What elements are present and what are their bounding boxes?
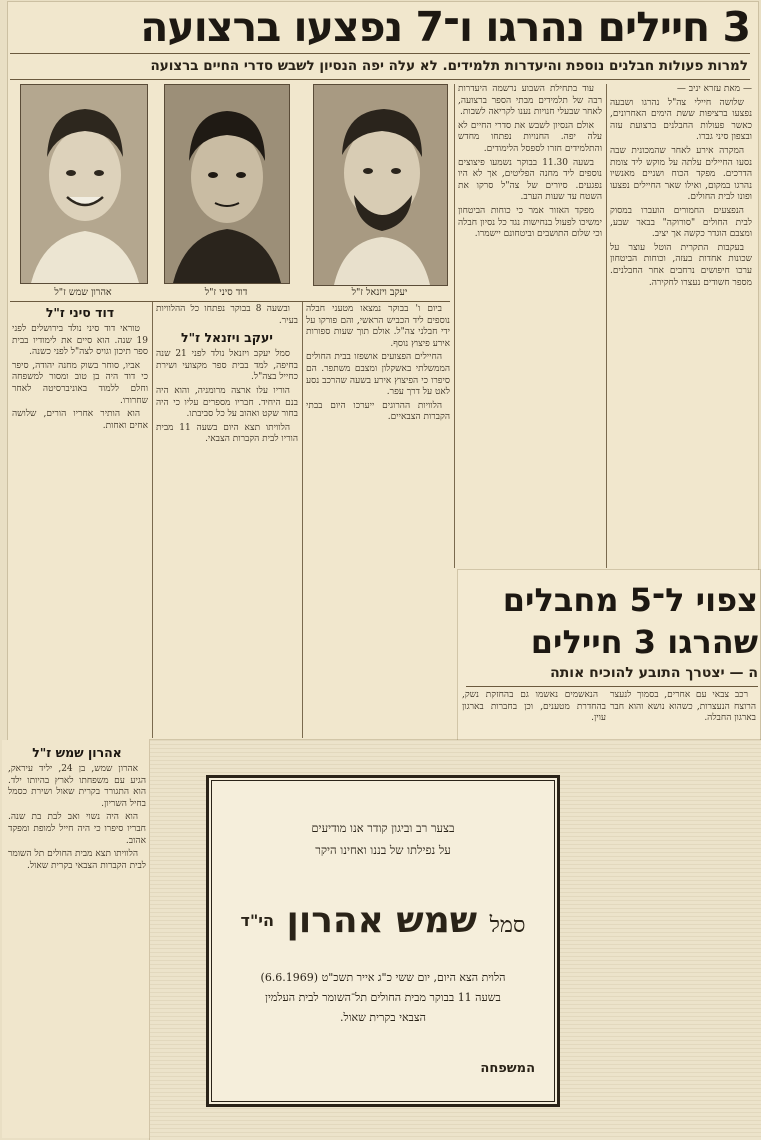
article-paragraph: עוד בתחילת השבוע נרשמה היעדרות רבה של תלמידים מבתי הספר ברצועה, לאחר שבעלי חנויות נענו לקריאה לשבות. — [458, 84, 602, 118]
subhead-rule — [10, 79, 750, 80]
article-paragraph: החיילים הפצועים אושפזו בבית החולים הממשלתי באשקלון ומצבם משתפר. הם סיפרו כי הפיצוץ אירע בשעה שהרכב נסע לאט על דרך עפר. — [306, 352, 450, 398]
portrait-photo — [313, 84, 448, 286]
portrait-photo — [164, 84, 290, 284]
article-paragraph: הוא הותיר אחריו הורים, שלושה אחים ואחות. — [12, 409, 148, 431]
notice-signature: המשפחה — [480, 1061, 535, 1076]
column-divider — [454, 84, 455, 568]
article-paragraph: המקרה אירע לאחר שהמכונית שבה נסעו החיילים עלתה על מוקש ליד צומת הדרכים. מפקד הכוח ושניים מאנשיו נהרגו במקום, ואילו שאר החיילים נפצעו ופונו לבית החולים. — [610, 145, 752, 203]
article-column — [12, 304, 148, 734]
article-column — [306, 304, 450, 736]
article-paragraph: אהרון שמש, בן 24, יליד עיראק, הגיע עם משפחתו לארץ בהיותו ילד. הוא התגורר בקרית שאול ושירת כסמל בחיל השריון. — [8, 764, 146, 809]
photo-caption: יעקב ויזנאל ז"ל — [351, 287, 408, 298]
article-paragraph: רכב צבאי עם אחרים, בסמוך לנעצר הרוצח הנעצרות, כשהוא נושא והוא חבר בארגון החבלה. — [610, 690, 756, 724]
obituary-heading: אהרון שמש ז"ל — [32, 745, 122, 760]
article-paragraph: ביום ו' בבוקר נמצאו מטעני חבלה נוספים ליד הכביש הראשי, והם פורקו על ידי חבלני צה"ל. אולם תוך שעות ספורות אירע פיצוץ נוסף. — [306, 304, 450, 349]
article-paragraph: הלוויתו תצא מבית החולים תל השומר לבית הקברות הצבאי בקרית שאול. — [8, 849, 146, 871]
article-column — [458, 84, 602, 568]
notice-line: על נפילתו של בננו ואחינו היקר — [315, 843, 451, 857]
article-paragraph: אולם הנסיון לשבש את סדרי החיים לא עלה יפה. החנויות נפתחו מחדש והתלמידים חזרו לספסל הלימודים. — [458, 120, 602, 154]
article-paragraph: בעקבות התקרית הוטל עוצר על שכונות אחדות בעזה, וכוחות הביטחון ערכו חיפושים נרחבים אחר החבלנים. מספר חשודים נעצרו לחקירה. — [610, 242, 752, 288]
column-divider — [302, 302, 303, 738]
notice-line: בצער רב וביגון קודר אנו מודיעים — [311, 821, 455, 835]
headline: 3 חיילים נהרגו ו־7 נפצעו ברצועה — [140, 3, 750, 51]
death-notice — [206, 775, 560, 1107]
article-paragraph: הלוויתו תצא היום בשעה 11 מבית הוריו לבית הקברות הצבאי. — [156, 422, 298, 445]
headline-rule — [10, 53, 750, 54]
notice-line: הלוית הצא היום, יום ששי כ"ג אייר תשכ"ט (6.6.1969) — [260, 971, 506, 984]
notice-rank: סמל — [489, 913, 526, 938]
clipping-title: שהרגו 3 חיילים — [530, 623, 758, 661]
notice-fullname: שמש אהרון — [286, 900, 478, 941]
article-paragraph: אביו, סוחר בשוק מחנה יהודה, סיפר כי דוד היה בן טוב ומסור למשפחה וחלם ללמוד באוניברסיטה לאחר שחרורו. — [12, 360, 148, 406]
portrait-photo — [20, 84, 148, 284]
article-column — [156, 304, 298, 736]
article-paragraph: הנאשמים נאשמו גם בהחזקת נשק, בהחדרת מטענים, וכן בחברות בארגון עוין. — [462, 690, 606, 724]
article-paragraph: הוא היה נשוי ואב לבת בת שנה. חבריו סיפרו כי היה חייל למופת ומפקד אהוב. — [8, 812, 146, 846]
notice-suffix: הי"ד — [240, 911, 274, 930]
article-paragraph: ובשעה 8 בבוקר נפתחו כל ההלוויות בעיר. — [156, 304, 298, 326]
byline: — מאת עזרא יניב — — [676, 84, 752, 94]
clipping-subtitle: ה — יצטרך התובע להוכיח אותה — [550, 665, 758, 681]
article-paragraph: מפקד האזור אמר כי כוחות הביטחון ימשיכו לפעול בנחישות נגד כל נסיון חבלה וכי שלום התושבים וביטחונם יישמרו. — [458, 205, 602, 240]
article-paragraph: הנפצעים החמורים הועברו במסוק לבית החולים "סורוקה" בבאר שבע, ומצבם הוגדר כקשה אך יציב. — [610, 205, 752, 240]
photo-caption: דוד סיני ז"ל — [204, 287, 248, 298]
subheadline: למרות פעולות חבלנים נוספת והיעדרות תלמידים. לא עלה יפה הנסיון לשבש סדרי החיים ברצועה — [150, 58, 748, 74]
clipping-title: צפוי ל־5 מחבלים — [502, 581, 758, 619]
article-paragraph: בשעה 11.30 בבוקר נשמעו פיצוצים נוספים ליד מחנה הפליטים, אך לא היו נפגעים. סיורים של צה"ל סרקו את השטח עד שעות הערב. — [458, 157, 602, 203]
article-paragraph: הוריו עלו ארצה מרומניה, והוא היה בנם היחיד. חבריו מספרים עליו כי היה בחור שקט ואהוב על כל סביבתו. — [156, 385, 298, 420]
obituary-heading: דוד סיני ז"ל — [45, 305, 115, 320]
article-paragraph: שלושה חיילי צה"ל נהרגו ושבעה נפצעו ברציפות ששת הימים האחרונים, כאשר פעולות החבלנים ברצועת עזה ובצפון סיני גברו. — [610, 97, 752, 143]
notice-line: הצבאי בקרית שאול. — [340, 1011, 426, 1024]
clipping-rule — [466, 686, 758, 687]
obituary-heading: יעקב ויזנאל ז"ל — [181, 330, 273, 346]
article-paragraph: סמל יעקב ויזנאל נולד לפני 21 שנה בחיפה, למד בבית ספר מקצועי ושירת כחייל בצה"ל. — [156, 349, 298, 383]
notice-line: בשעה 11 בבוקר מבית החולים תל־השומר לבית העלמין — [265, 991, 501, 1004]
portrait-photo-icon — [314, 85, 447, 285]
article-paragraph: הלוויות ההרוגים ייערכו היום בבתי הקברות הצבאיים. — [306, 400, 450, 423]
article-column — [8, 744, 146, 1134]
column-divider — [152, 302, 153, 738]
photo-caption: אהרון שמש ז"ל — [54, 287, 112, 298]
caption-rule — [10, 301, 450, 302]
article-paragraph: טוראי דוד סיני נולד בירושלים לפני 19 שנה. הוא סיים את לימודיו בבית ספר תיכון וגויס לצה"ל לפני כשנה. — [12, 324, 148, 358]
portrait-photo-icon — [165, 85, 289, 283]
column-divider — [606, 84, 607, 568]
article-column — [610, 84, 752, 568]
notice-name — [219, 890, 547, 952]
portrait-photo-icon — [21, 85, 147, 283]
